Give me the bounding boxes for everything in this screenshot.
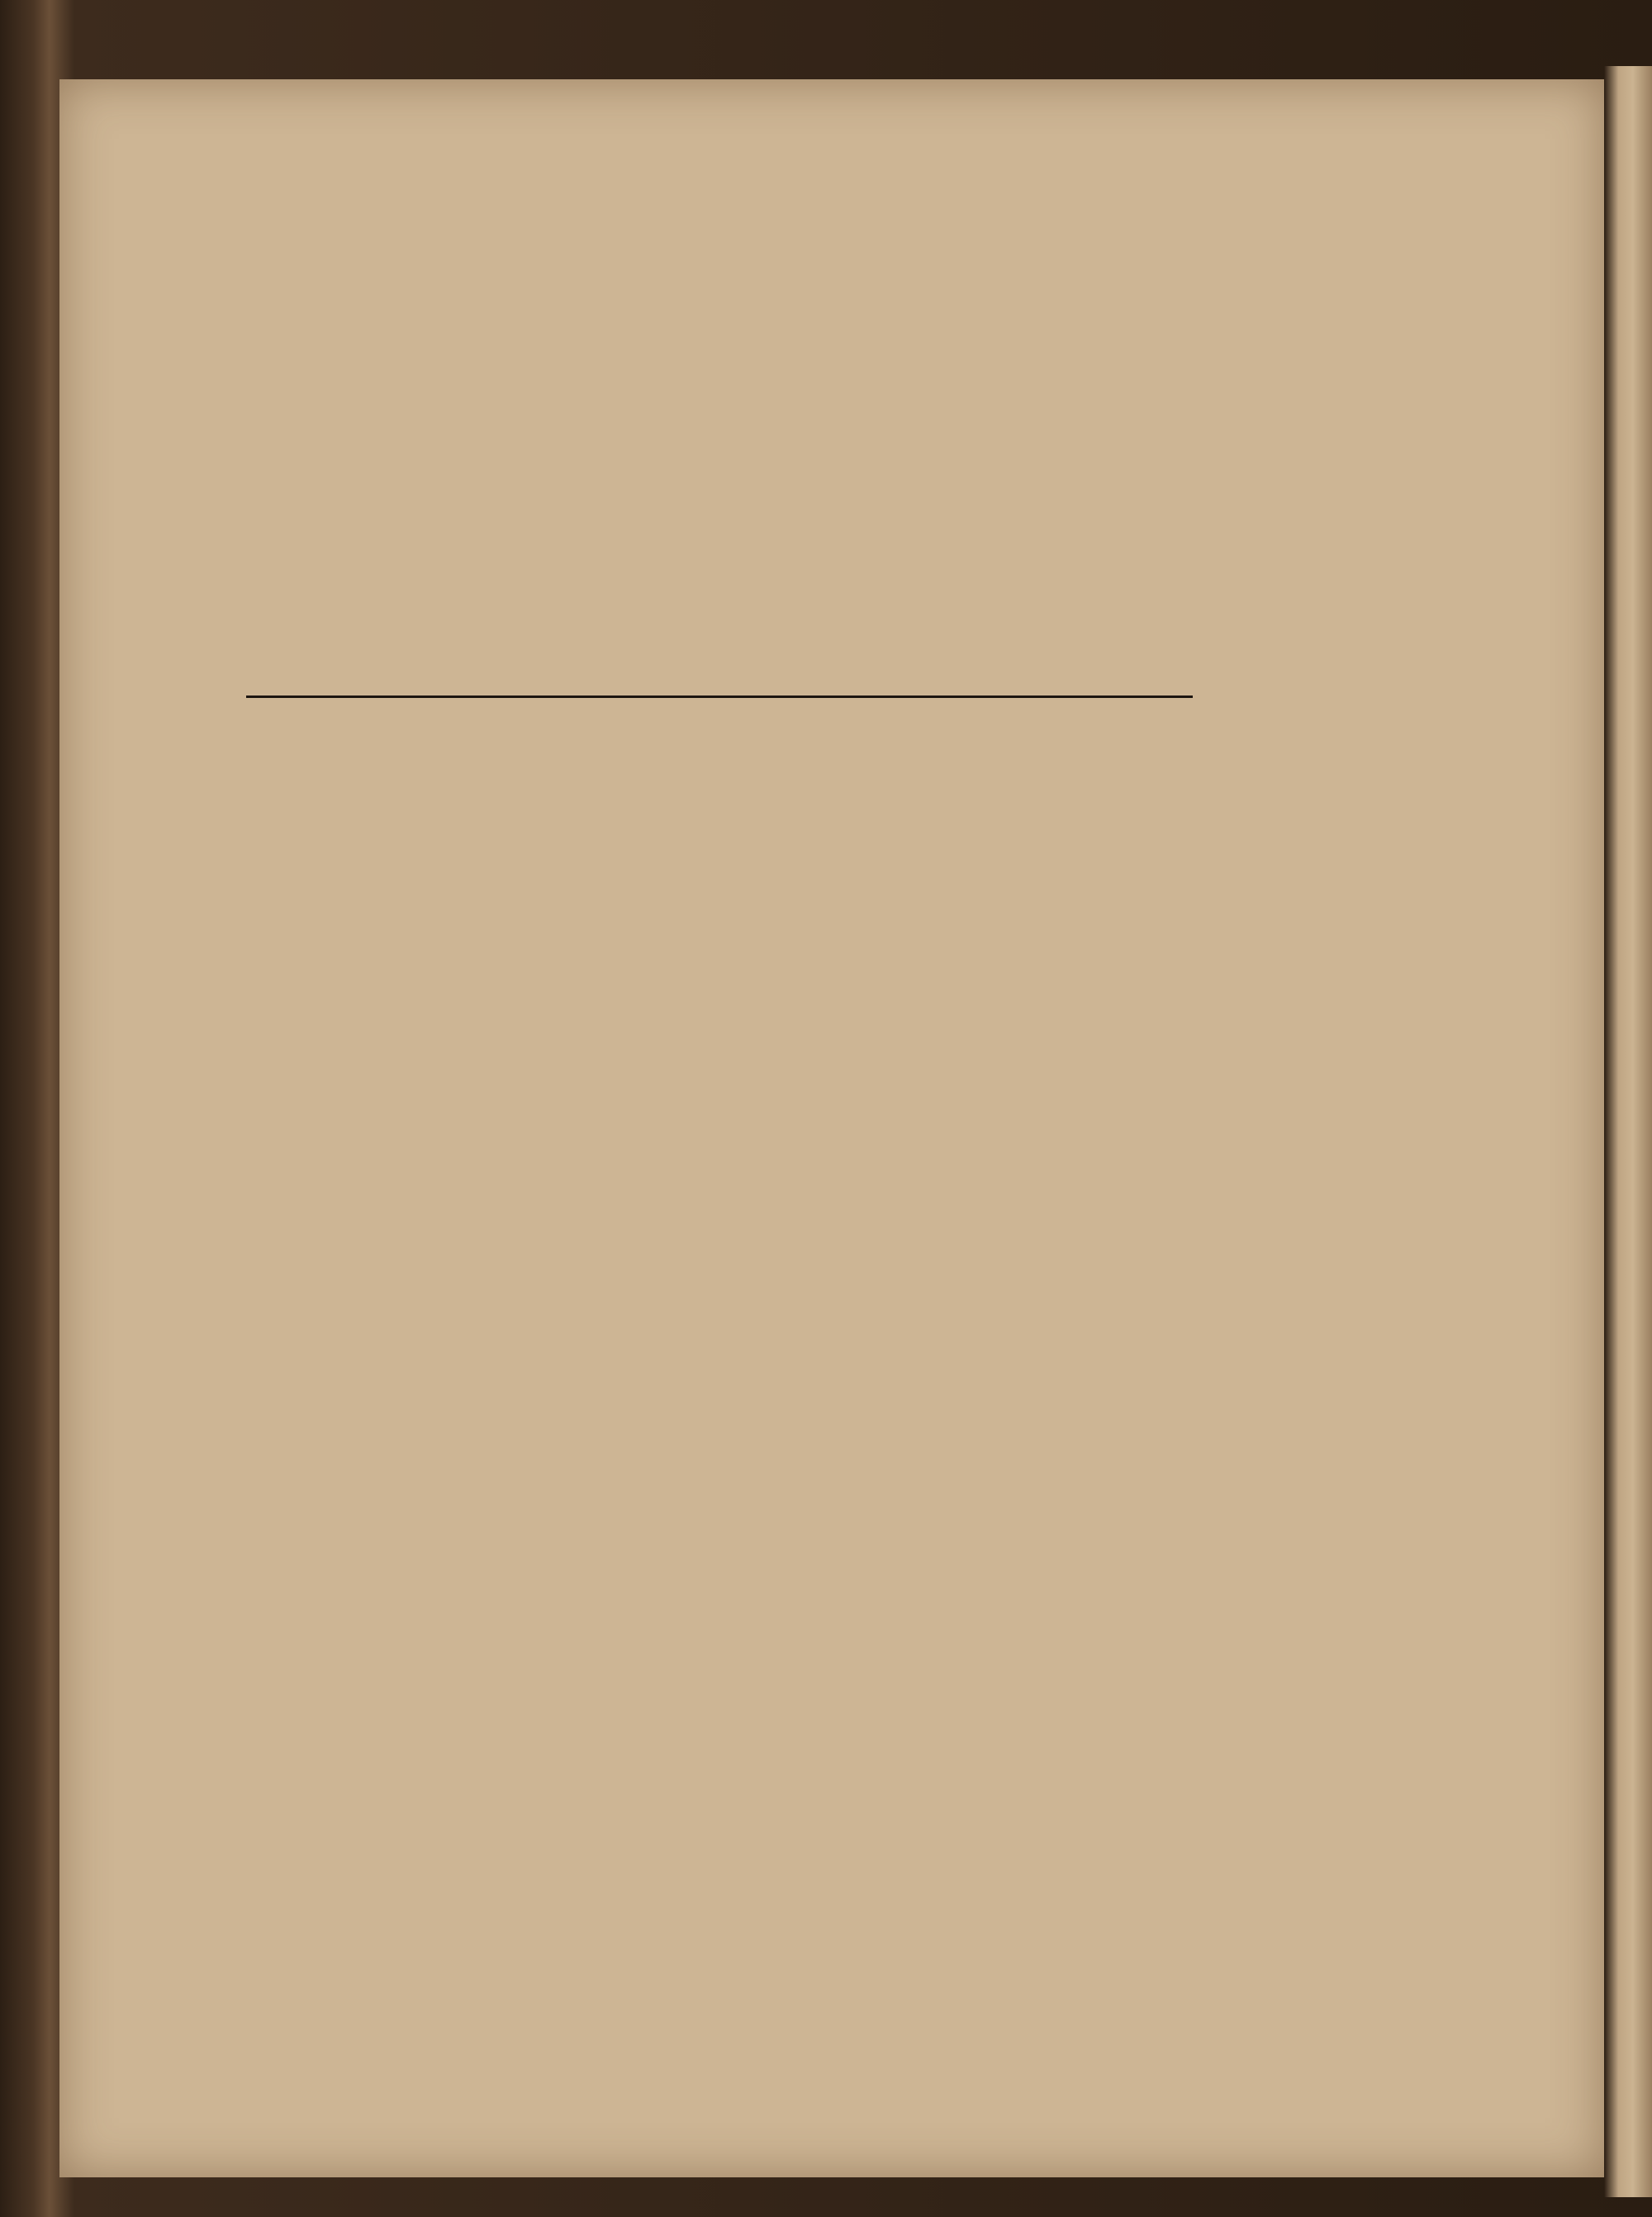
next-page-edge [1604,66,1652,2197]
newspaper-page [59,79,1604,2177]
gutheil-schedule [299,349,1150,352]
divider [246,695,1193,698]
